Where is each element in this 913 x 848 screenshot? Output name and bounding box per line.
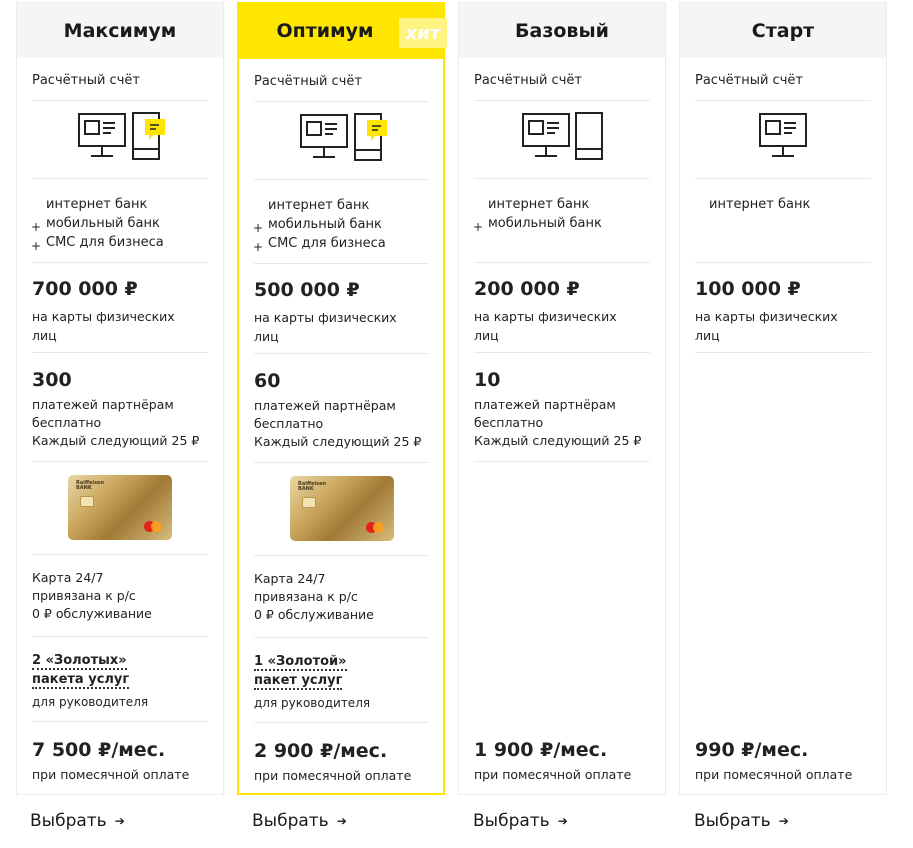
package-link[interactable]: 2 «Золотых» пакета услуг <box>32 653 130 687</box>
plan-name: Старт <box>751 19 815 42</box>
price: 1 900 ₽/мес. <box>474 739 608 761</box>
payments-count: 60 <box>254 370 281 392</box>
services-list <box>473 195 602 233</box>
select-button-start[interactable]: Выбрать ➔ <box>694 811 789 831</box>
limit-amount: 200 000 ₽ <box>474 278 580 300</box>
price: 2 900 ₽/мес. <box>254 740 388 762</box>
limit-desc: на карты физических лиц <box>32 309 175 343</box>
desktop-icon <box>77 111 127 161</box>
divider <box>32 461 208 462</box>
service-item: интернет банк <box>268 198 370 213</box>
desktop-icon <box>758 111 808 161</box>
account-label: Расчётный счёт <box>254 74 362 89</box>
payments-desc: платежей партнёрам бесплатно Каждый следующий 25 ₽ <box>32 397 200 448</box>
limit-desc: на карты физических лиц <box>695 309 838 343</box>
divider <box>32 352 208 353</box>
devices-illustration <box>680 111 886 167</box>
plan-card-maximum <box>16 2 224 795</box>
arrow-right-icon: ➔ <box>557 814 568 828</box>
limit-desc: на карты физических лиц <box>474 309 617 343</box>
divider <box>32 636 208 637</box>
service-item: + СМС для бизнеса <box>253 236 386 254</box>
divider <box>32 100 208 101</box>
arrow-right-icon: ➔ <box>778 814 789 828</box>
hit-badge: хит <box>399 18 447 48</box>
service-item: + мобильный банк <box>31 216 160 234</box>
sms-bubble-icon <box>145 119 165 141</box>
desktop-icon <box>521 111 571 161</box>
limit-amount: 500 000 ₽ <box>254 279 360 301</box>
divider <box>474 461 650 462</box>
divider <box>32 178 208 179</box>
devices-illustration <box>239 112 443 168</box>
service-item: + СМС для бизнеса <box>31 235 164 253</box>
divider <box>695 178 871 179</box>
divider <box>474 352 650 353</box>
divider <box>695 262 871 263</box>
price-sub: при помесячной оплате <box>695 767 853 782</box>
package-link[interactable]: 1 «Золотой» пакет услуг <box>254 654 347 688</box>
divider <box>254 637 428 638</box>
sms-bubble-icon <box>367 120 387 142</box>
services-list <box>31 195 164 252</box>
plan-card-optimum <box>237 2 445 795</box>
plan-name: Базовый <box>515 19 609 42</box>
card-brand: Raiffeisen BANK <box>298 481 327 492</box>
plan-name: Оптимум <box>276 19 374 42</box>
price-sub: при помесячной оплате <box>474 767 632 782</box>
select-button-basic[interactable]: Выбрать ➔ <box>473 811 568 831</box>
divider <box>32 262 208 263</box>
divider <box>254 555 428 556</box>
limit-amount: 700 000 ₽ <box>32 278 138 300</box>
account-label: Расчётный счёт <box>32 73 140 88</box>
select-button-maximum[interactable]: Выбрать ➔ <box>30 811 125 831</box>
plan-header <box>17 3 223 58</box>
service-item: интернет банк <box>709 197 811 212</box>
plan-card-start <box>679 2 887 795</box>
payments-count: 300 <box>32 369 72 391</box>
price-sub: при помесячной оплате <box>254 768 412 783</box>
limit-desc: на карты физических лиц <box>254 310 397 344</box>
divider <box>254 722 428 723</box>
arrow-right-icon: ➔ <box>336 814 347 828</box>
payments-desc: платежей партнёрам бесплатно Каждый следующий 25 ₽ <box>254 398 422 449</box>
divider <box>474 262 650 263</box>
price: 990 ₽/мес. <box>695 739 809 761</box>
divider <box>254 101 428 102</box>
service-item: + мобильный банк <box>473 216 602 234</box>
mastercard-icon <box>144 521 162 532</box>
devices-illustration <box>459 111 665 167</box>
card-desc: Карта 24/7 привязана к р/с 0 ₽ обслуживание <box>32 570 152 621</box>
divider <box>254 179 428 180</box>
divider <box>32 721 208 722</box>
services-list <box>694 195 810 214</box>
service-item: + мобильный банк <box>253 217 382 235</box>
divider <box>695 352 871 353</box>
divider <box>695 100 871 101</box>
plan-card-basic <box>458 2 666 795</box>
divider <box>254 263 428 264</box>
card-desc: Карта 24/7 привязана к р/с 0 ₽ обслуживание <box>254 571 374 622</box>
plan-name: Максимум <box>63 19 177 42</box>
account-label: Расчётный счёт <box>695 73 803 88</box>
service-item: интернет банк <box>46 197 148 212</box>
payments-count: 10 <box>474 369 501 391</box>
devices-illustration <box>17 111 223 167</box>
price-sub: при помесячной оплате <box>32 767 190 782</box>
divider <box>474 100 650 101</box>
gold-card-image <box>68 475 172 540</box>
services-list <box>253 196 386 253</box>
card-brand: Raiffeisen BANK <box>76 480 105 491</box>
payments-desc: платежей партнёрам бесплатно Каждый следующий 25 ₽ <box>474 397 642 448</box>
account-label: Расчётный счёт <box>474 73 582 88</box>
desktop-icon <box>299 112 349 162</box>
select-button-optimum[interactable]: Выбрать ➔ <box>252 811 347 831</box>
plan-header <box>237 2 445 59</box>
mastercard-icon <box>366 522 384 533</box>
divider <box>254 462 428 463</box>
plan-header <box>459 3 665 58</box>
package-sub: для руководителя <box>254 696 371 710</box>
service-item: интернет банк <box>488 197 590 212</box>
gold-card-image <box>290 476 394 541</box>
arrow-right-icon: ➔ <box>114 814 125 828</box>
price: 7 500 ₽/мес. <box>32 739 166 761</box>
limit-amount: 100 000 ₽ <box>695 278 801 300</box>
divider <box>254 353 428 354</box>
package-sub: для руководителя <box>32 695 149 709</box>
mobile-icon <box>574 111 604 163</box>
plan-header <box>680 3 886 58</box>
divider <box>474 178 650 179</box>
divider <box>32 554 208 555</box>
